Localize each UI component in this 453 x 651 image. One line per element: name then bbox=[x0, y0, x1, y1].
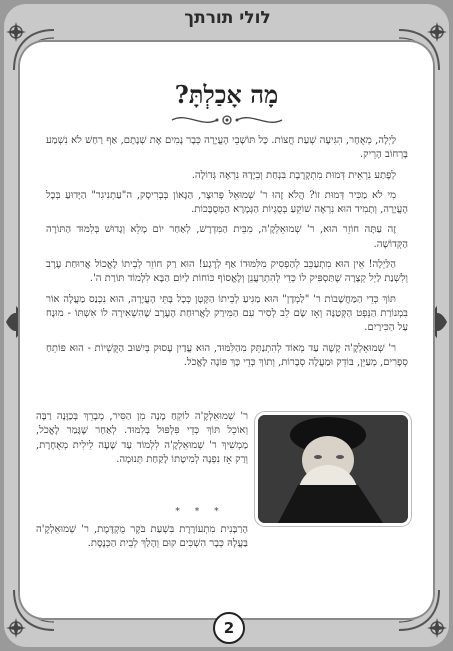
article-body bbox=[46, 134, 408, 376]
header-title: לולי תורתך bbox=[184, 8, 271, 28]
page-number: 2 bbox=[213, 612, 245, 644]
caption-paragraph: ר' שְׁמוּאֵלְקֶ'ה לוֹקֵחַ מָנָה מִן הַסִּיר, מְבָרֵךְ בְּכַוָּנָה רַבָּה וְאוֹכֵל תּוֹךְ כְּדֵי פִּלְפּוּל בְּלִמּוּד. לְאַחַר שֶׁגָּמַר לֶאֱכֹל, מַמְשִׁיךְ ר' שְׁמוּאֵלְקֶ'ה לִלְמוֹד עַד שָׁעָה לֵילִית מְאֻחֶרֶת, וְרַק אָז נִפְנָה לְמִיטָתוֹ לָקַחַת תְּנוּמָה. bbox=[36, 411, 248, 465]
final-paragraph: הָרַבָּנִית מִתְעוֹרֶרֶת בִּשְׁעַת בֹּקֶר מֻקְדֶּמֶת, ר' שְׁמוּאֵלְקֶ'ה בַּעֲלָהּ כְּבָר הִשְׁכִּים קוּם וְהָלַךְ לְבֵית הַכְּנֶסֶת. bbox=[36, 524, 248, 550]
article-paragraph: מִי לֹא מַכִּיר דְּמוּת זוֹ? הֲלֹא זֶהוּ ר' שְׁמוּאֵל פְּרוּצֶר, הַגָּאוֹן בְּבְרִיסְק, ה"עַתְנִיגִר" הַיָּדוּעַ בְּכָל הָעֲיָרָה, וְתָמִיד הוּא נִרְאֶה שׁוֹקֵעַ בְּסֻגְיוֹת הַגְּמָרָא הַמְּסֻבָּכוֹת. bbox=[46, 189, 408, 216]
title-flourish-icon bbox=[167, 112, 287, 132]
article-paragraph: זֶה עַתָּה חוֹזֵר הוּא, ר' שְׁמוּאֵלְקֶ'ה, מִבֵּית הַמִּדְרָשׁ, לְאַחַר יוֹם מָלֵא וְגָדוּשׁ בְּלִמּוּד הַתּוֹרָה הַקְּדוֹשָׁה. bbox=[46, 224, 408, 250]
article-paragraph: הַלַּיְלָה! אֵין הוּא מִתְעַכֵּב לְהַפְסִיק מִלִּמּוּדוֹ אַף לְרֶגַע! הוּא רַק חוֹזֵר לְבֵיתוֹ לֶאֱכוֹל אֲרוּחַת עֶרֶב וְלִשְׁנַת לַיְל קְצָרָה שֶׁתַּסְפִּיק לוֹ כְּדֵי לְהִתְרַעֲנֵן וְלֶאֱסוֹף כּוֹחוֹת לַיּוֹם הַבָּא לִלְמוֹד תּוֹרַת ה'. bbox=[46, 259, 408, 285]
article-paragraph: תּוֹךְ כְּדֵי הַמַּחֲשָׁבוֹת ר' "לַמְדָן" הוּא מַגִּיעַ לְבֵיתוֹ הַקָּטָן כְּכָל בָּתֵּי הָעֲיָרָה, הוּא נִכְנַס מַעֲלֶה אוֹר בִּמְנוֹרַת הַנֵּפְט הַקְּטַנָּה וְאָז שָׂם לֵב לְסִיר עִם הַמִּירַק לַאֲרוּחַת הָעֶרֶב שֶׁהִשְׁאִירָה לוֹ אִשְׁתּוֹ - מוּנָח עַל הַכִּירַיִם. bbox=[46, 293, 408, 334]
article-paragraph: לְפֶתַע נִרְאֵית דְּמוּת מִתְקָרֶבֶת בִּנְחַת וְבֵיָדָהּ נִרְאֶה גְּדוֹלָה. bbox=[191, 169, 396, 181]
rabbi-portrait-photo bbox=[255, 412, 411, 526]
section-separator: * * * bbox=[175, 507, 225, 517]
article-paragraph: לַיְלָה, מְאֻחָר, הִגִּיעָה שְׁעַת חֲצוֹת. כָּל תּוֹשָׁבֵי הָעֲיָרָה כְּבָר נָמִים אֶת שְׁנָתָם, אַף רַחַשׁ לֹא נִשְׁמַע בָּרְחוֹב הָרֵיק. bbox=[46, 135, 408, 161]
article-paragraph: ר' שְׁמוּאֵלְקֶ'ה קָשֶׁה עַד מְאוֹד לְהִתְנַתֵּק מִהַלִּמּוּד, הוּא עֲדַיִן עָסוּק בְּיִשּׁוּב הַקֻּשְׁיוֹת - הוּא פּוֹתֵחַ סְפָרִים, מְעַיֵּן, בּוֹדֵק וּמַעֲלֶה סְבָרוֹת, וְתוֹךְ כְּדֵי כָּךְ פּוֹנֶה לֶאֱכֹל. bbox=[46, 342, 408, 368]
article-title: מָה אָכַלְתָּ? bbox=[174, 80, 279, 109]
